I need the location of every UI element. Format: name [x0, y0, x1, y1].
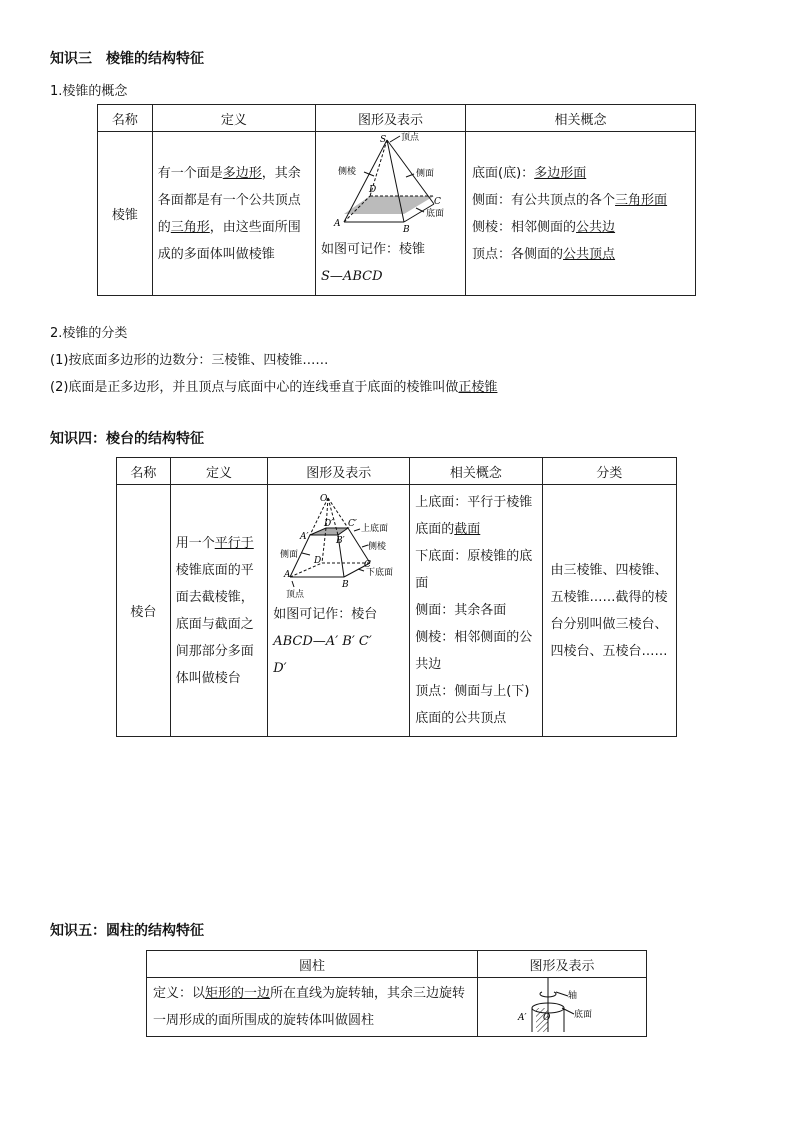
- label-C: C: [364, 560, 372, 570]
- frustum-definition: 用一个平行于棱锥底面的平面去截棱锥，底面与截面之间那部分多面体叫做棱台: [170, 485, 268, 737]
- header-name: 名称: [98, 105, 153, 132]
- pyramid-concepts: [466, 132, 696, 296]
- label-upper-base: 上底面: [361, 524, 389, 534]
- header-concepts: 相关概念: [410, 458, 542, 485]
- pyramid-definition: 有一个面是多边形，其余各面都是有一个公共顶点的三角形，由这些面所围成的多面体叫做棱锥: [152, 132, 315, 296]
- label-axis: 轴: [568, 991, 578, 1001]
- label-D1: D′: [324, 519, 334, 529]
- label-A1: A′: [518, 1013, 527, 1023]
- label-B: B: [403, 225, 410, 235]
- subheading-pyramid-concept: 1.棱锥的概念: [50, 84, 128, 99]
- label-lateral-edge: 侧棱: [338, 167, 357, 177]
- header-figure: 图形及表示: [478, 951, 647, 978]
- frustum-notation-line2: ABCD—A′ B′ C′: [273, 634, 372, 649]
- label-lateral-face: 侧面: [280, 550, 299, 560]
- pyramid-diagram: [316, 132, 465, 240]
- concept-apex: 顶点：各侧面的公共顶点: [472, 246, 616, 262]
- label-lateral-edge: 侧棱: [368, 542, 387, 552]
- label-C: C: [434, 197, 441, 207]
- concept-lateral-face: 侧面：有公共顶点的各个三角形面: [472, 192, 668, 208]
- pyramid-notation-line2: S—ABCD: [321, 269, 383, 284]
- label-O: O: [320, 494, 328, 504]
- section-5-title: 知识五：圆柱的结构特征: [50, 923, 204, 939]
- subheading-pyramid-classification: 2.棱锥的分类: [50, 326, 128, 341]
- cylinder-diagram: [478, 978, 646, 1032]
- concept-lower-base: 下底面：原棱锥的底面: [415, 549, 533, 591]
- frustum-notation-line1: 如图可记作：棱台: [273, 607, 378, 622]
- header-figure: 图形及表示: [268, 458, 410, 485]
- concept-upper-base: 上底面：平行于棱锥底面的截面: [415, 495, 533, 537]
- concept-lateral-edge: 侧棱：相邻侧面的公共边: [415, 630, 533, 672]
- pyramid-table: [97, 104, 696, 296]
- label-base: 底面: [574, 1010, 593, 1020]
- section-3-title: 知识三 棱锥的结构特征: [50, 51, 204, 67]
- label-A: A: [284, 570, 291, 580]
- concept-lateral-edge: 侧棱：相邻侧面的公共边: [472, 219, 616, 235]
- classification-item-2: (2)底面是正多边形，并且顶点与底面中心的连线垂直于底面的棱锥叫做正棱锥: [50, 380, 498, 395]
- label-A: A: [334, 219, 341, 229]
- label-B1: B′: [336, 536, 345, 546]
- header-definition: 定义: [170, 458, 268, 485]
- frustum-concepts: [410, 485, 542, 737]
- label-A1: A′: [300, 532, 309, 542]
- pyramid-name: 棱锥: [98, 132, 153, 296]
- pyramid-figure-cell: [316, 132, 466, 296]
- label-lateral-face: 侧面: [416, 169, 435, 179]
- concept-lateral-face: 侧面：其余各面: [415, 603, 507, 618]
- header-concepts: 相关概念: [466, 105, 696, 132]
- frustum-diagram: [268, 493, 409, 601]
- pyramid-def-triangle: 三角形: [170, 219, 210, 235]
- concept-vertex: 顶点：侧面与上(下)底面的公共顶点: [415, 684, 530, 726]
- frustum-figure-cell: [268, 485, 410, 737]
- label-lower-base: 下底面: [366, 568, 394, 578]
- label-base: 底面: [426, 209, 445, 219]
- header-figure: 图形及表示: [316, 105, 466, 132]
- cylinder-table: [146, 950, 647, 1037]
- pyramid-def-polygon: 多边形: [222, 165, 262, 181]
- frustum-classification: 由三棱锥、四棱锥、五棱锥……截得的棱台分别叫做三棱台、四棱台、五棱台……: [542, 485, 676, 737]
- frustum-table: [116, 457, 677, 737]
- header-name: 名称: [117, 458, 171, 485]
- label-D: D: [314, 556, 322, 566]
- frustum-name: 棱台: [117, 485, 171, 737]
- classification-item-1: (1)按底面多边形的边数分：三棱锥、四棱锥……: [50, 353, 329, 368]
- label-S: S: [380, 135, 387, 145]
- pyramid-notation-line1: 如图可记作：棱锥: [321, 242, 426, 257]
- section-4-title: 知识四：棱台的结构特征: [50, 431, 204, 447]
- cylinder-definition: 定义：以矩形的一边所在直线为旋转轴，其余三边旋转一周形成的面所围成的旋转体叫做圆柱: [147, 978, 478, 1037]
- header-classification: 分类: [542, 458, 676, 485]
- header-definition: 定义: [152, 105, 315, 132]
- cylinder-figure-cell: [478, 978, 647, 1037]
- label-apex: 顶点: [401, 133, 420, 143]
- label-O: O: [543, 1013, 551, 1023]
- label-B: B: [342, 580, 349, 590]
- frustum-notation-line3: D′: [273, 661, 287, 676]
- header-cylinder: 圆柱: [147, 951, 478, 978]
- label-D: D: [369, 185, 377, 195]
- concept-base: 底面(底)：多边形面: [472, 165, 587, 181]
- label-vertex: 顶点: [286, 590, 305, 600]
- label-C1: C′: [348, 519, 358, 529]
